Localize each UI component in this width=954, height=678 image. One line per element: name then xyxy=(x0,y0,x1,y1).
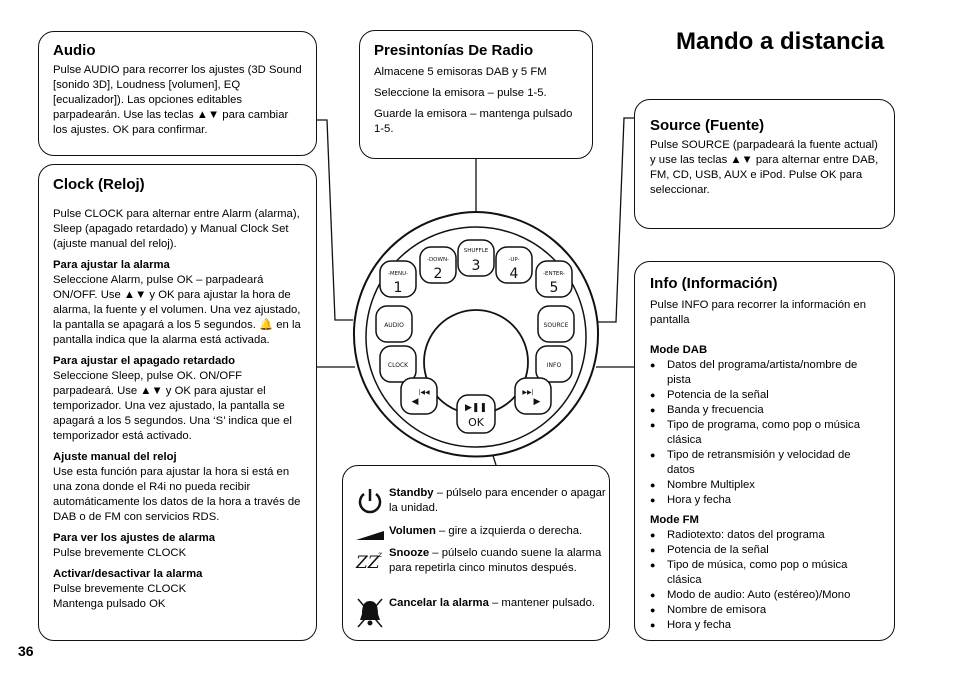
key-3-number: 3 xyxy=(471,258,481,274)
page-number: 36 xyxy=(18,643,34,659)
audio-key-label: AUDIO xyxy=(384,322,404,329)
list-item: ● Banda y frecuencia xyxy=(650,403,879,418)
legend-cancel xyxy=(355,596,595,630)
play-key-label: ▶❚❚ xyxy=(464,403,488,413)
previous-button[interactable] xyxy=(401,378,437,414)
key-1-label: -MENU- xyxy=(387,271,409,277)
key-5-label: -ENTER- xyxy=(543,271,565,277)
leader-source xyxy=(598,118,634,322)
volume-icon xyxy=(355,524,385,544)
clock-toggle-title: Activar/desactivar la alarma xyxy=(53,568,203,580)
list-item: ● Tipo de música, como pop o música clásica xyxy=(650,558,879,588)
power-icon xyxy=(355,486,385,516)
list-item: ● Hora y fecha xyxy=(650,493,879,508)
svg-text:ZZ: ZZ xyxy=(356,553,380,573)
list-item: ● Radiotexto: datos del programa xyxy=(650,528,879,543)
list-item: ● Potencia de la señal xyxy=(650,388,879,403)
key-2-label: -DOWN- xyxy=(426,257,450,263)
leader-audio xyxy=(317,120,353,320)
legend-cancel-rest: – mantener pulsado. xyxy=(488,597,595,609)
page-title: Mando a distancia xyxy=(676,28,885,55)
clock-toggle-line1: Pulse brevemente CLOCK xyxy=(53,583,187,595)
legend-snooze-bold: Snooze xyxy=(389,547,430,559)
key-2-number: 2 xyxy=(433,266,443,282)
prev-key-symbol: |◀◀ xyxy=(418,389,430,396)
ok-key-label: OK xyxy=(468,416,484,429)
clock-sleep-body: Seleccione Sleep, pulse OK. ON/OFF parpadeará. Use ▲▼ y OK para ajustar el temporizador. Una vez ajustado, la pantalla se apagará a los 5 segundos. Una ‘S’ indica que el temporizador está activado. xyxy=(53,370,292,442)
source-heading: Source (Fuente) xyxy=(650,117,765,134)
info-intro: Pulse INFO para recorrer la información en pantalla xyxy=(650,299,866,326)
source-body: Pulse SOURCE (parpadeará la fuente actual) y use las teclas ▲▼ para alternar entre DAB, FM, CD, USB, AUX e iPod. Pulse OK para seleccionar. xyxy=(650,139,879,196)
list-item: ● Hora y fecha xyxy=(650,618,879,633)
clock-alarm-text-after: en la pantalla indica que la alarma está activada. xyxy=(53,319,301,346)
legend-volume xyxy=(355,524,582,544)
info-dab-list xyxy=(650,358,879,508)
clock-alarm-title: Para ajustar la alarma xyxy=(53,259,170,271)
list-item: ● Nombre Multiplex xyxy=(650,478,879,493)
source-key-label: SOURCE xyxy=(543,322,569,329)
info-fm-list xyxy=(650,528,879,633)
key-4-label: -UP- xyxy=(508,257,520,263)
prev-key-arrow: ◀ xyxy=(411,397,419,407)
clock-box xyxy=(38,164,317,641)
clock-alarm-body xyxy=(53,273,302,348)
legend-volume-rest: – gire a izquierda o derecha. xyxy=(435,525,583,537)
key-5-number: 5 xyxy=(549,280,559,296)
list-item: ● Modo de audio: Auto (estéreo)/Mono xyxy=(650,588,879,603)
info-key-label: INFO xyxy=(546,362,562,369)
clock-heading: Clock (Reloj) xyxy=(53,176,145,193)
clock-view-body: Pulse brevemente CLOCK xyxy=(53,547,187,559)
info-heading: Info (Información) xyxy=(650,275,778,292)
legend-volume-bold: Volumen xyxy=(389,525,436,537)
info-dab-title: Mode DAB xyxy=(650,344,708,356)
legend-standby-bold: Standby xyxy=(389,487,434,499)
next-key-symbol: ▶▶| xyxy=(522,389,534,396)
clock-toggle-line2: Mantenga pulsado OK xyxy=(53,598,166,610)
clock-alarm-text: Seleccione Alarm, pulse OK – parpadeará ON/OFF. Use ▲▼ y OK para ajustar la hora de alarma, la fuente y el volumen. Una vez ajustado, la pantalla se apagará a los 5 segundos. xyxy=(53,274,301,331)
presets-heading: Presintonías De Radio xyxy=(374,42,534,59)
key-4-number: 4 xyxy=(509,266,519,282)
next-button[interactable] xyxy=(515,378,551,414)
presets-box xyxy=(359,30,593,159)
svg-text:z: z xyxy=(378,550,383,559)
audio-heading: Audio xyxy=(53,42,96,59)
list-item: ● Datos del programa/artista/nombre de pista xyxy=(650,358,879,388)
clock-key-label: CLOCK xyxy=(387,362,409,369)
legend-cancel-bold: Cancelar la alarma xyxy=(389,597,489,609)
list-item: ● Tipo de programa, como pop o música clásica xyxy=(650,418,879,448)
cancel-alarm-icon xyxy=(355,596,385,630)
legend-standby xyxy=(355,486,609,516)
legend-snooze-text xyxy=(389,546,609,576)
next-key-arrow: ▶ xyxy=(533,397,541,407)
audio-body: Pulse AUDIO para recorrer los ajustes (3D Sound [sonido 3D], Loudness [volumen], EQ [ecualizador]). Las opciones editables parpadearán. Use las teclas ▲▼ para cambiar los ajustes. OK para confirmar. xyxy=(53,64,302,136)
key-1-number: 1 xyxy=(393,280,403,296)
legend-snooze-rest: – púlselo cuando suene la alarma para repetirla cinco minutos después. xyxy=(389,547,602,574)
presets-line3: Guarde la emisora – mantenga pulsado 1-5. xyxy=(374,108,573,135)
presets-line2: Seleccione la emisora – pulse 1-5. xyxy=(374,87,547,99)
key-3-label: SHUFFLE xyxy=(463,248,489,254)
snooze-icon xyxy=(355,546,385,576)
clock-intro: Pulse CLOCK para alternar entre Alarm (alarma), Sleep (apagado retardado) y Manual Clock Set (ajuste manual del reloj). xyxy=(53,208,300,250)
legend-standby-text xyxy=(389,486,609,516)
bell-icon: 🔔 xyxy=(259,319,274,331)
clock-view-title: Para ver los ajustes de alarma xyxy=(53,532,216,544)
list-item: ● Potencia de la señal xyxy=(650,543,879,558)
clock-manual-title: Ajuste manual del reloj xyxy=(53,451,177,463)
legend-box xyxy=(342,465,610,641)
info-fm-title: Mode FM xyxy=(650,514,699,526)
clock-sleep-title: Para ajustar el apagado retardado xyxy=(53,355,236,367)
audio-box xyxy=(38,31,317,156)
legend-snooze xyxy=(355,546,609,576)
clock-manual-body: Use esta función para ajustar la hora si está en una zona donde el R4i no pueda recibir automáticamente los datos de la hora a través de DAB o de FM con servicios RDS. xyxy=(53,466,301,523)
source-box xyxy=(634,99,895,229)
legend-cancel-text xyxy=(389,596,595,630)
list-item: ● Nombre de emisora xyxy=(650,603,879,618)
legend-standby-rest: – púlselo para encender o apagar la unidad. xyxy=(389,487,606,514)
legend-volume-text xyxy=(389,524,582,544)
info-box xyxy=(634,261,895,641)
list-item: ● Tipo de retransmisión y velocidad de datos xyxy=(650,448,879,478)
presets-line1: Almacene 5 emisoras DAB y 5 FM xyxy=(374,66,547,78)
